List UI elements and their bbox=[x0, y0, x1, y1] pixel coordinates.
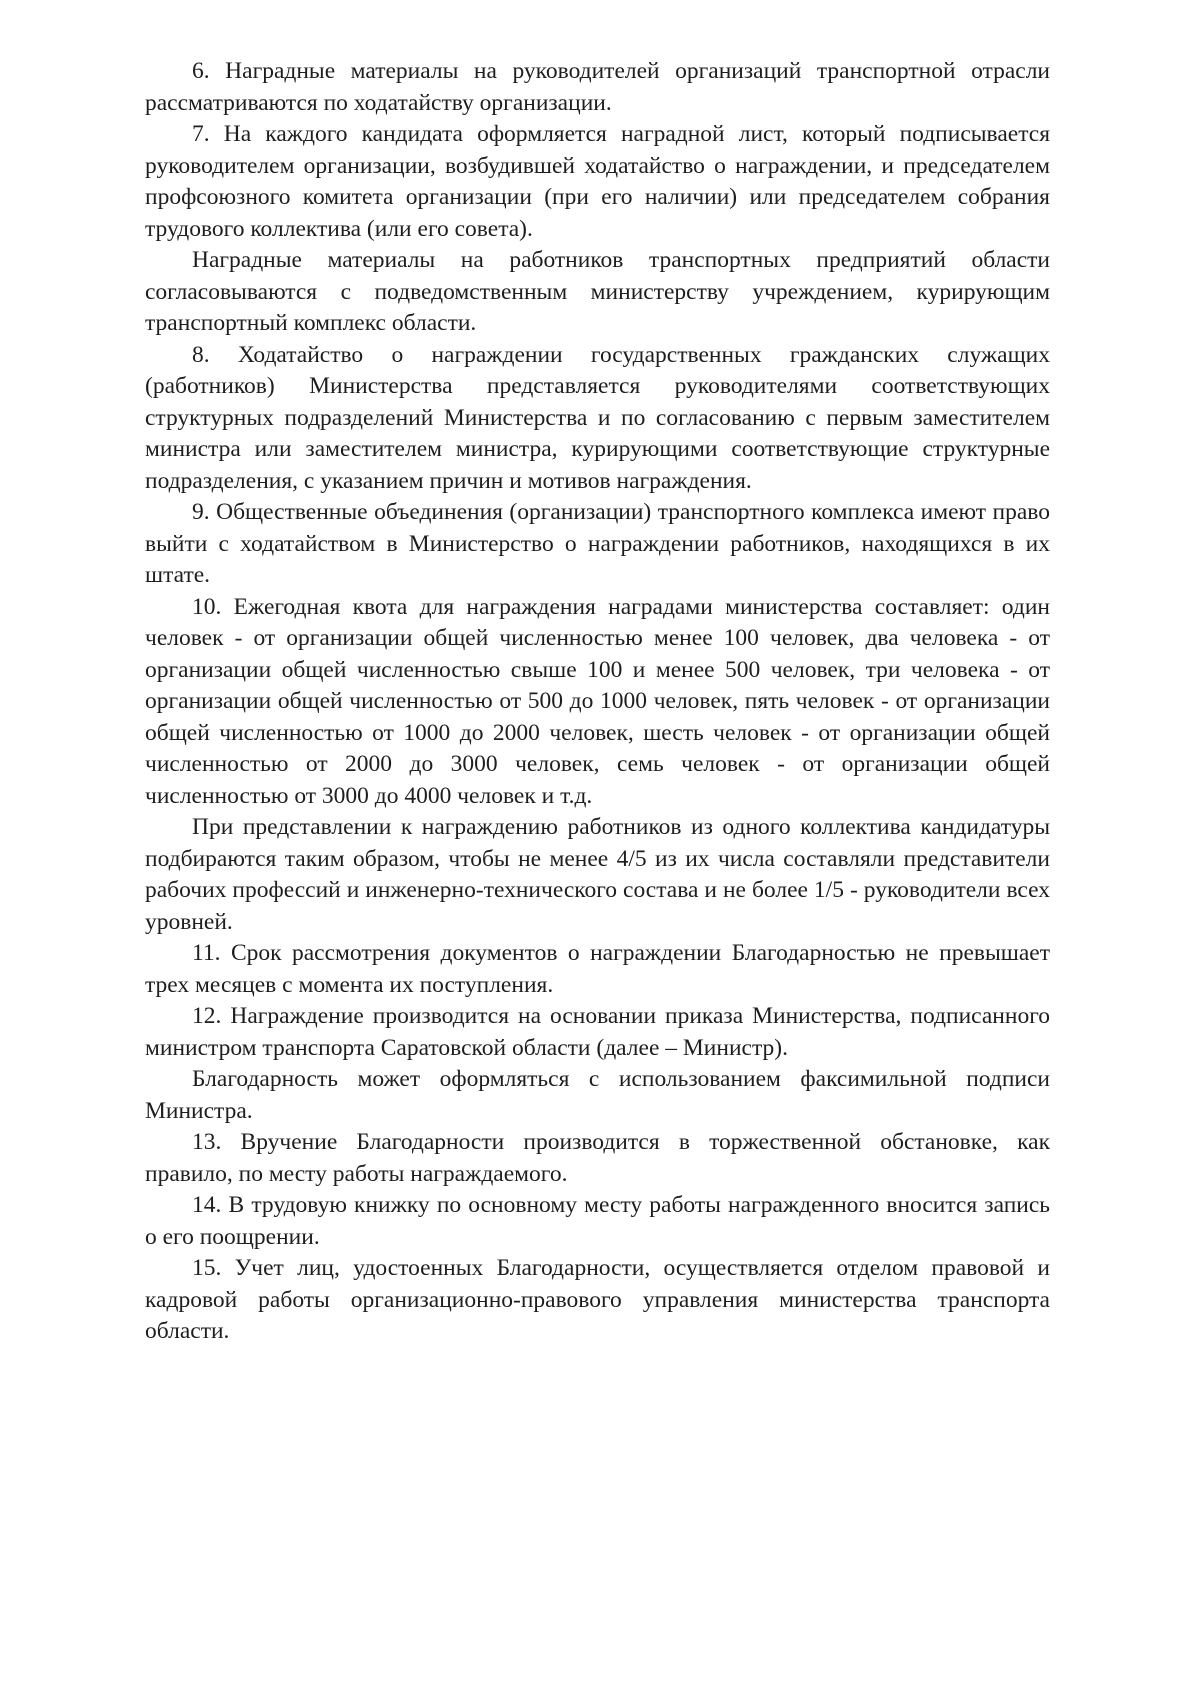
paragraph-item-14: 14. В трудовую книжку по основному месту работы награжденного вносится запись о его поощрении. bbox=[145, 1192, 1050, 1250]
paragraph-item-12-note: Благодарность может оформляться с использованием факсимильной подписи Министра. bbox=[145, 1066, 1050, 1124]
paragraph-item-10-note: При представлении к награждению работников из одного коллектива кандидатуры подбираются таким образом, чтобы не менее 4/5 из их числа составляли представители рабочих профессий и инженерно-технического состава и не более 1/5 - руководители всех уровней. bbox=[145, 814, 1050, 935]
paragraph-item-15: 15. Учет лиц, удостоенных Благодарности, осуществляется отделом правовой и кадровой работы организационно-правового управления министерства транспорта области. bbox=[145, 1255, 1050, 1344]
paragraph-item-7-note: Наградные материалы на работников транспортных предприятий области согласовываются с подведомственным министерству учреждением, курирующим транспортный комплекс области. bbox=[145, 247, 1050, 336]
document-body bbox=[145, 56, 1050, 1348]
paragraph-item-9: 9. Общественные объединения (организации) транспортного комплекса имеют право выйти с ходатайством в Министерство о награждении работников, находящихся в их штате. bbox=[145, 499, 1050, 588]
paragraph-item-12: 12. Награждение производится на основании приказа Министерства, подписанного министром транспорта Саратовской области (далее – Министр). bbox=[145, 1003, 1050, 1061]
paragraph-item-6: 6. Наградные материалы на руководителей организаций транспортной отрасли рассматриваются по ходатайству организации. bbox=[145, 58, 1050, 116]
paragraph-item-7: 7. На каждого кандидата оформляется наградной лист, который подписывается руководителем организации, возбудившей ходатайство о награждении, и председателем профсоюзного комитета организации (при его наличии) или председателем собрания трудового коллектива (или его совета). bbox=[145, 121, 1050, 242]
paragraph-item-8: 8. Ходатайство о награждении государственных гражданских служащих (работников) Министерства представляется руководителями соответствующих структурных подразделений Министерства и по согласованию с первым заместителем министра или заместителем министра, курирующими соответствующие структурные подразделения, с указанием причин и мотивов награждения. bbox=[145, 341, 1050, 494]
paragraph-item-11: 11. Срок рассмотрения документов о награждении Благодарностью не превышает трех месяцев с момента их поступления. bbox=[145, 940, 1050, 998]
paragraph-item-10: 10. Ежегодная квота для награждения наградами министерства составляет: один человек - от организации общей численностью менее 100 человек, два человека - от организации общей численностью свыше 100 и менее 500 человек, три человека - от организации общей численностью от 500 до 1000 человек, пять человек - от организации общей численностью от 1000 до 2000 человек, шесть человек - от организации общей численностью от 2000 до 3000 человек, семь человек - от организации общей численностью от 3000 до 4000 человек и т.д. bbox=[145, 593, 1050, 809]
paragraph-item-13: 13. Вручение Благодарности производится в торжественной обстановке, как правило, по месту работы награждаемого. bbox=[145, 1129, 1050, 1187]
